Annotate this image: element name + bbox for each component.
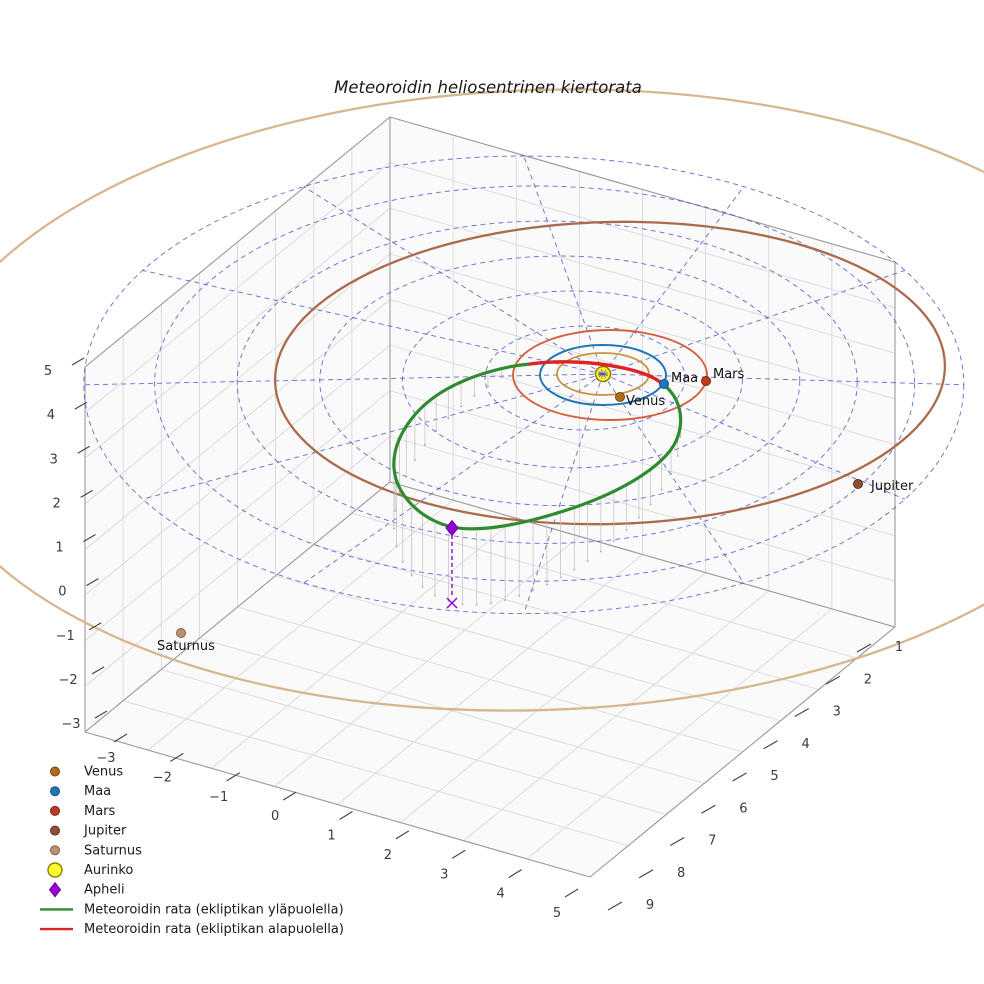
legend-item-maa xyxy=(51,784,112,799)
legend-label: Meteoroidin rata (ekliptikan alapuolella) xyxy=(84,922,344,938)
legend-item-meteoroidin-rata-ekliptikan-yl-puolella xyxy=(40,902,344,917)
legend-label: Meteoroidin rata (ekliptikan yläpuolella) xyxy=(84,902,344,918)
tick-label: 2 xyxy=(52,496,61,512)
planet-label-mars: Mars xyxy=(713,367,745,382)
tick-label: 3 xyxy=(49,452,58,468)
legend-label: Maa xyxy=(84,784,112,800)
legend-label: Mars xyxy=(84,803,116,819)
tick-label: −1 xyxy=(209,789,229,805)
legend-label: Jupiter xyxy=(84,823,127,839)
tick-label: 9 xyxy=(645,898,655,913)
tick-label: 6 xyxy=(739,801,748,817)
planet-dot-saturnus xyxy=(177,629,186,638)
legend-item-meteoroidin-rata-ekliptikan-alapuolella xyxy=(40,922,344,937)
tick-label: −2 xyxy=(152,770,172,786)
tick-label: 4 xyxy=(46,408,56,424)
planet-label-venus: Venus xyxy=(626,394,666,409)
tick-label: 2 xyxy=(383,847,393,863)
tick-label: 5 xyxy=(43,364,53,379)
tick-label: 4 xyxy=(801,736,810,752)
legend-label: Saturnus xyxy=(84,843,142,859)
tick-label: 0 xyxy=(270,809,280,825)
tick-label: 1 xyxy=(327,828,336,844)
planet-dot-jupiter xyxy=(854,480,863,489)
tick-label: 3 xyxy=(832,704,841,720)
tick-label: 7 xyxy=(708,833,717,849)
legend-item-jupiter xyxy=(51,824,128,839)
legend-label: Aurinko xyxy=(84,863,134,878)
planet-dot-venus xyxy=(616,393,625,402)
planet-dot-mars xyxy=(702,377,711,386)
tick-label: 5 xyxy=(552,906,562,921)
tick-label: 1 xyxy=(55,540,64,556)
legend-item-aurinko xyxy=(48,863,133,878)
planet-label-jupiter: Jupiter xyxy=(871,479,914,494)
legend-label: Venus xyxy=(84,764,124,780)
tick-label: 3 xyxy=(440,867,449,883)
legend-item-saturnus xyxy=(51,843,143,858)
legend-item-apheli xyxy=(50,883,125,898)
tick-label: −3 xyxy=(61,717,81,732)
chart-title: Meteoroidin heliosentrinen kiertorata xyxy=(334,78,642,97)
tick-label: 4 xyxy=(496,886,505,902)
tick-label: 0 xyxy=(58,584,67,600)
planet-dot-maa xyxy=(660,380,669,389)
axes-panes xyxy=(85,117,895,877)
tick-label: −1 xyxy=(55,628,75,644)
legend-item-mars xyxy=(51,804,116,819)
tick-label: −3 xyxy=(96,751,116,766)
tick-label: 1 xyxy=(894,640,904,655)
planet-label-saturnus: Saturnus xyxy=(157,639,215,654)
tick-label: 8 xyxy=(676,865,686,881)
tick-label: 5 xyxy=(770,769,779,784)
legend-item-venus xyxy=(51,765,124,780)
tick-label: −2 xyxy=(58,672,78,688)
planet-label-maa: Maa xyxy=(671,371,699,386)
legend-label: Apheli xyxy=(84,882,125,898)
tick-label: 2 xyxy=(863,672,873,688)
